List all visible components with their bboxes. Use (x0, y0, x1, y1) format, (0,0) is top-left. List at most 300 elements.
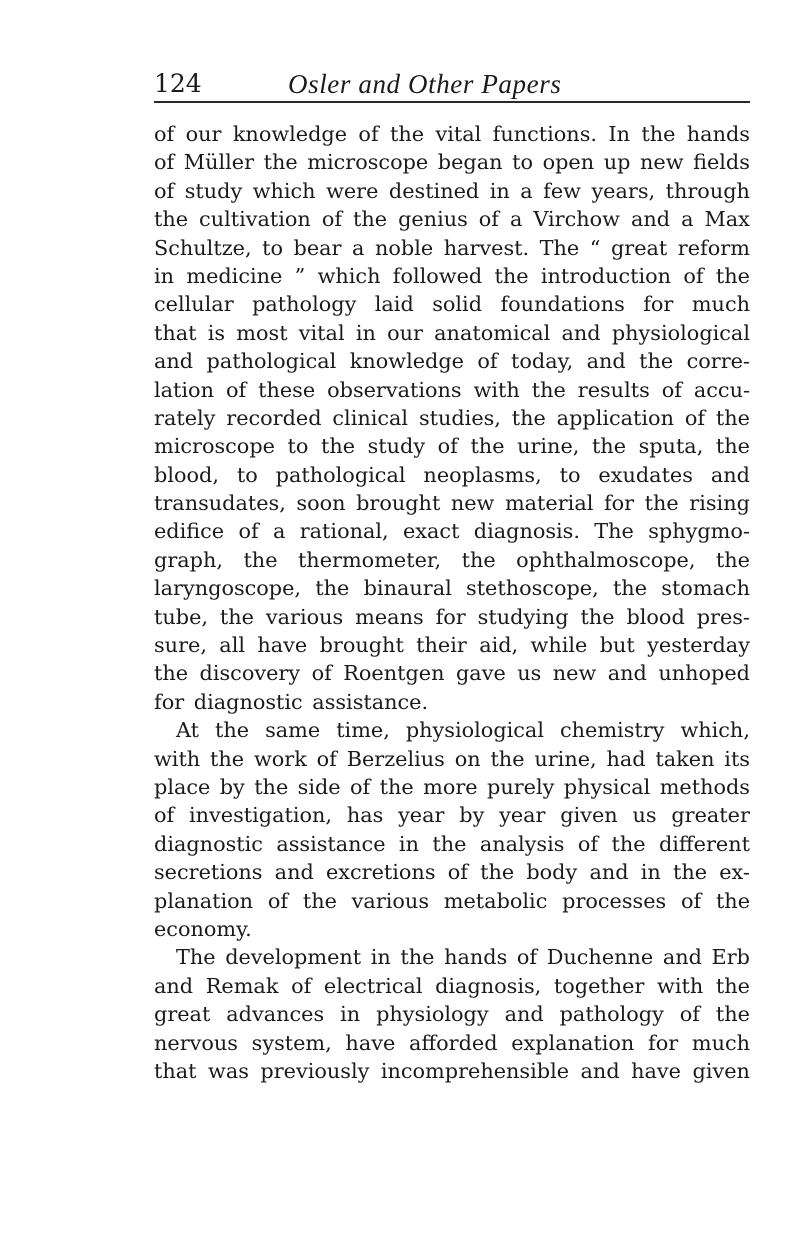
word: observations (327, 377, 462, 402)
word: tube, (154, 604, 208, 629)
word: given (692, 1058, 750, 1083)
word: metabolic (443, 888, 548, 913)
word: stomach (661, 576, 750, 601)
word: a (352, 235, 365, 260)
word: of (238, 519, 259, 544)
word: and (607, 661, 647, 686)
word: yesterday (647, 633, 750, 658)
word: and (589, 860, 629, 885)
word: up (603, 150, 631, 175)
word: the (494, 263, 529, 288)
word: have (345, 1030, 396, 1055)
word: its (724, 746, 750, 771)
word: the (461, 547, 496, 572)
word: the (641, 122, 676, 146)
word: for (435, 604, 466, 629)
word: and (710, 462, 750, 487)
word: various (265, 604, 344, 629)
word: place (154, 774, 211, 799)
word: of (516, 945, 538, 970)
word: afforded (408, 1030, 498, 1055)
word: ” (294, 263, 306, 288)
word: a (509, 207, 523, 232)
text-line (154, 120, 750, 148)
word: for (643, 292, 674, 317)
word: rational, (299, 519, 389, 544)
word: rately (154, 405, 216, 430)
word: is (207, 320, 226, 345)
word: us (517, 661, 542, 686)
word: stethoscope, (466, 576, 599, 601)
word: thermometer, (297, 547, 442, 572)
word: today, (511, 349, 574, 374)
word: ophthalmoscope, (516, 547, 696, 572)
word: but (599, 633, 635, 658)
word: body (526, 860, 578, 885)
word: diagnosis, (435, 973, 542, 998)
word: of (577, 831, 599, 856)
word: our (387, 320, 423, 345)
word: blood (626, 604, 685, 629)
word: which (317, 263, 381, 288)
word: work (253, 746, 307, 771)
word: Remak (205, 973, 279, 998)
word: system, (251, 1030, 332, 1055)
word: together (553, 973, 645, 998)
word: material (504, 491, 594, 516)
word: of (154, 803, 175, 828)
word: of (684, 405, 706, 430)
word: new (640, 150, 684, 175)
word: brought (319, 633, 404, 658)
word: the (432, 831, 467, 856)
word: Erb (711, 945, 750, 970)
word: clinical (332, 405, 409, 430)
word: a (681, 207, 694, 232)
word: gave (455, 661, 506, 686)
text-line (154, 376, 750, 404)
word: of (350, 774, 371, 799)
word: excretions (325, 860, 436, 885)
word: corre- (686, 349, 750, 374)
word: of (661, 377, 682, 402)
word: the (254, 774, 289, 799)
word: genius (398, 207, 468, 232)
word: and (580, 1058, 620, 1083)
word: pres- (696, 604, 750, 629)
text-line (154, 432, 750, 460)
word: and (154, 349, 194, 374)
word: studying (477, 604, 569, 629)
word: for (603, 491, 635, 516)
word: Duchenne (546, 945, 654, 970)
word: previously (260, 1058, 370, 1083)
text-line (154, 603, 750, 631)
word: In (608, 122, 630, 146)
word: have (631, 1058, 681, 1083)
text-line (154, 887, 750, 915)
word: the (210, 746, 245, 771)
word: exact (402, 519, 460, 544)
word: with (473, 377, 520, 402)
word: the (154, 661, 189, 686)
word: discovery (199, 661, 301, 686)
word: and (630, 207, 671, 232)
word: the (672, 860, 708, 885)
text-line (154, 205, 750, 233)
word: of (154, 150, 175, 175)
word: and (586, 349, 626, 374)
word: lation (154, 377, 214, 402)
word: methods (659, 774, 750, 799)
word: unhoped (658, 661, 750, 686)
word: with (154, 746, 201, 771)
word: a (520, 178, 533, 203)
word: the (219, 604, 254, 629)
word: in (398, 831, 419, 856)
word: destined (388, 178, 480, 203)
word: binaural (363, 576, 452, 601)
word: has (346, 803, 384, 828)
text-line (154, 1057, 750, 1085)
word: of (311, 661, 332, 686)
word: of (478, 207, 499, 232)
word: The (176, 945, 216, 970)
word: to (287, 434, 309, 459)
word: in (489, 178, 510, 203)
text-line (154, 177, 750, 205)
word: different (658, 831, 750, 856)
text-line (154, 745, 750, 773)
word: was (208, 1058, 249, 1083)
word: the (315, 576, 350, 601)
word: microscope (154, 434, 275, 459)
word: hands (686, 122, 750, 146)
word: of (316, 746, 337, 771)
running-head (154, 68, 750, 108)
word: the (154, 207, 189, 232)
word: means (355, 604, 424, 629)
word: the (263, 150, 298, 175)
word: pathology (252, 292, 357, 317)
word: time, (336, 718, 390, 743)
word: sputa, (638, 434, 704, 459)
word: Max (704, 207, 750, 232)
word: and (662, 945, 702, 970)
word: development (225, 945, 362, 970)
text-line (154, 517, 750, 545)
word: through (665, 178, 750, 203)
word: all (219, 633, 245, 658)
word: accu- (693, 377, 750, 402)
word: the (390, 122, 425, 146)
word: noble (374, 235, 434, 260)
word: pathology (559, 1002, 664, 1027)
word: pathological (206, 349, 337, 374)
word: followed (392, 263, 483, 288)
word: blood, (154, 462, 219, 487)
word: urine, (517, 434, 580, 459)
text-line (154, 801, 750, 829)
word: Müller (183, 150, 255, 175)
word: Berzelius (346, 746, 445, 771)
word: exudates (598, 462, 693, 487)
word: the (715, 888, 750, 913)
word: side (297, 774, 341, 799)
word: neoplasms, (423, 462, 542, 487)
word: anatomical (434, 320, 551, 345)
word: of (477, 349, 498, 374)
word: various (351, 888, 430, 913)
word: ex- (719, 860, 750, 885)
text-line (154, 347, 750, 375)
word: “ (589, 235, 601, 260)
text-line (154, 659, 750, 687)
word: taken (655, 746, 715, 771)
word: physiological (611, 320, 750, 345)
word: were (326, 178, 379, 203)
word: and (274, 860, 314, 885)
word: new (552, 661, 597, 686)
word: studies, (418, 405, 501, 430)
word: that (154, 1058, 197, 1083)
text-line (154, 546, 750, 574)
word: and (504, 1002, 544, 1027)
page-number: 124 (154, 69, 202, 98)
word: few (543, 178, 581, 203)
word: our (185, 122, 222, 146)
text-line (154, 773, 750, 801)
word: recorded (226, 405, 322, 430)
header-rule (154, 101, 750, 103)
word: a (272, 519, 286, 544)
word: the (320, 434, 356, 459)
text-line (154, 1000, 750, 1028)
word: reform (677, 235, 750, 260)
word: of (291, 973, 312, 998)
word: electrical (323, 973, 423, 998)
word: in (340, 1002, 361, 1027)
word: of (154, 178, 175, 203)
word: advances (226, 1002, 325, 1027)
word: same (265, 718, 321, 743)
text-line (154, 319, 750, 347)
text-line (154, 1029, 750, 1057)
word: results (577, 377, 650, 402)
word: chemistry (559, 718, 665, 743)
text-line (154, 404, 750, 432)
word: the (612, 576, 648, 601)
word: which (252, 178, 316, 203)
word: sphygmo- (648, 519, 750, 544)
word: laid (374, 292, 414, 317)
word: explanation (511, 1030, 635, 1055)
word: the (511, 405, 546, 430)
word: with (657, 973, 704, 998)
word: open (542, 150, 595, 175)
word: the (591, 434, 626, 459)
word: new (450, 491, 495, 516)
word: medicine (186, 263, 283, 288)
word: to (236, 462, 258, 487)
word: processes (562, 888, 667, 913)
word: physiological (405, 718, 544, 743)
word: hands (444, 945, 508, 970)
word: rising (689, 491, 750, 516)
word: by (219, 774, 245, 799)
word: began (437, 150, 503, 175)
word: soon (296, 491, 346, 516)
word: knowledge (232, 122, 348, 146)
word: for (648, 1030, 679, 1055)
word: of (679, 1002, 700, 1027)
word: the (302, 888, 337, 913)
text-line (154, 574, 750, 602)
word: brought (356, 491, 441, 516)
word: the (715, 263, 750, 288)
word: Schultze, (154, 235, 252, 260)
word: planation (154, 888, 254, 913)
word: The (594, 519, 634, 544)
text-line (154, 148, 750, 176)
word: the (580, 604, 615, 629)
word: of (267, 888, 289, 913)
word: edifice (154, 519, 225, 544)
word: At (176, 718, 200, 743)
word: to (559, 462, 581, 487)
word: application (556, 405, 674, 430)
text-line (154, 631, 750, 659)
text-line (154, 716, 750, 744)
word: the (531, 377, 566, 402)
word: of (154, 122, 175, 146)
word: of (680, 888, 702, 913)
word: incomprehensible (380, 1058, 570, 1083)
word: of (225, 377, 247, 402)
word: the (215, 718, 250, 743)
word: to (262, 235, 283, 260)
word: Virchow (533, 207, 620, 232)
word: analysis (479, 831, 565, 856)
word: harvest. (443, 235, 530, 260)
word: cellular (154, 292, 234, 317)
word: the (353, 207, 388, 232)
running-title: Osler and Other Papers (288, 69, 562, 99)
word: the (611, 831, 646, 856)
word: foundations (500, 292, 625, 317)
word: functions. (492, 122, 597, 146)
word: study (184, 178, 243, 203)
word: assistance (276, 831, 386, 856)
word: by (459, 803, 485, 828)
text-line (154, 830, 750, 858)
word: of (321, 207, 343, 232)
word: greater (671, 803, 750, 828)
word: great (610, 235, 668, 260)
word: much (691, 1030, 750, 1055)
word: years, (591, 178, 656, 203)
text-line: economy. (154, 916, 252, 941)
word: on (454, 746, 481, 771)
word: in (640, 860, 661, 885)
text-line (154, 262, 750, 290)
word: year (499, 803, 546, 828)
word: transudates, (154, 491, 286, 516)
word: aid, (479, 633, 519, 658)
word: most (236, 320, 288, 345)
text-line (154, 972, 750, 1000)
word: vital (435, 122, 482, 146)
word: us (632, 803, 657, 828)
word: of (683, 263, 704, 288)
word: pathological (275, 462, 406, 487)
word: the (715, 405, 750, 430)
word: diagnosis. (473, 519, 580, 544)
word: in (355, 320, 376, 345)
word: in (154, 263, 175, 288)
word: microscope (307, 150, 429, 175)
text-line: for diagnostic assistance. (154, 689, 429, 714)
word: the (400, 945, 435, 970)
word: year (398, 803, 445, 828)
body-text (154, 120, 750, 1085)
word: the (480, 860, 515, 885)
word: diagnostic (154, 831, 263, 856)
word: the (243, 547, 278, 572)
word: the (490, 746, 525, 771)
word: great (154, 1002, 211, 1027)
word: much (691, 292, 750, 317)
text-line (154, 234, 750, 262)
word: purely (487, 774, 555, 799)
word: cultivation (199, 207, 311, 232)
text-line (154, 489, 750, 517)
word: vital (298, 320, 345, 345)
word: graph, (154, 547, 223, 572)
word: introduction (540, 263, 672, 288)
word: physical (563, 774, 651, 799)
word: while (530, 633, 588, 658)
text-line (154, 461, 750, 489)
word: the (470, 434, 505, 459)
word: of (437, 434, 458, 459)
word: urine, (534, 746, 597, 771)
word: their (416, 633, 467, 658)
word: the (715, 547, 750, 572)
word: to (512, 150, 533, 175)
word: had (606, 746, 646, 771)
word: bear (293, 235, 342, 260)
text-line (154, 858, 750, 886)
word: and (561, 320, 601, 345)
word: in (370, 945, 391, 970)
word: and (154, 973, 194, 998)
word: nervous (154, 1030, 238, 1055)
word: given (560, 803, 618, 828)
word: of (358, 122, 379, 146)
word: have (257, 633, 308, 658)
word: physiology (376, 1002, 489, 1027)
word: these (258, 377, 316, 402)
word: the (715, 973, 750, 998)
word: the (715, 1002, 750, 1027)
word: knowledge (349, 349, 464, 374)
word: sure, (154, 633, 207, 658)
text-line (154, 943, 750, 971)
word: of (447, 860, 468, 885)
word: which, (680, 718, 750, 743)
word: secretions (154, 860, 263, 885)
